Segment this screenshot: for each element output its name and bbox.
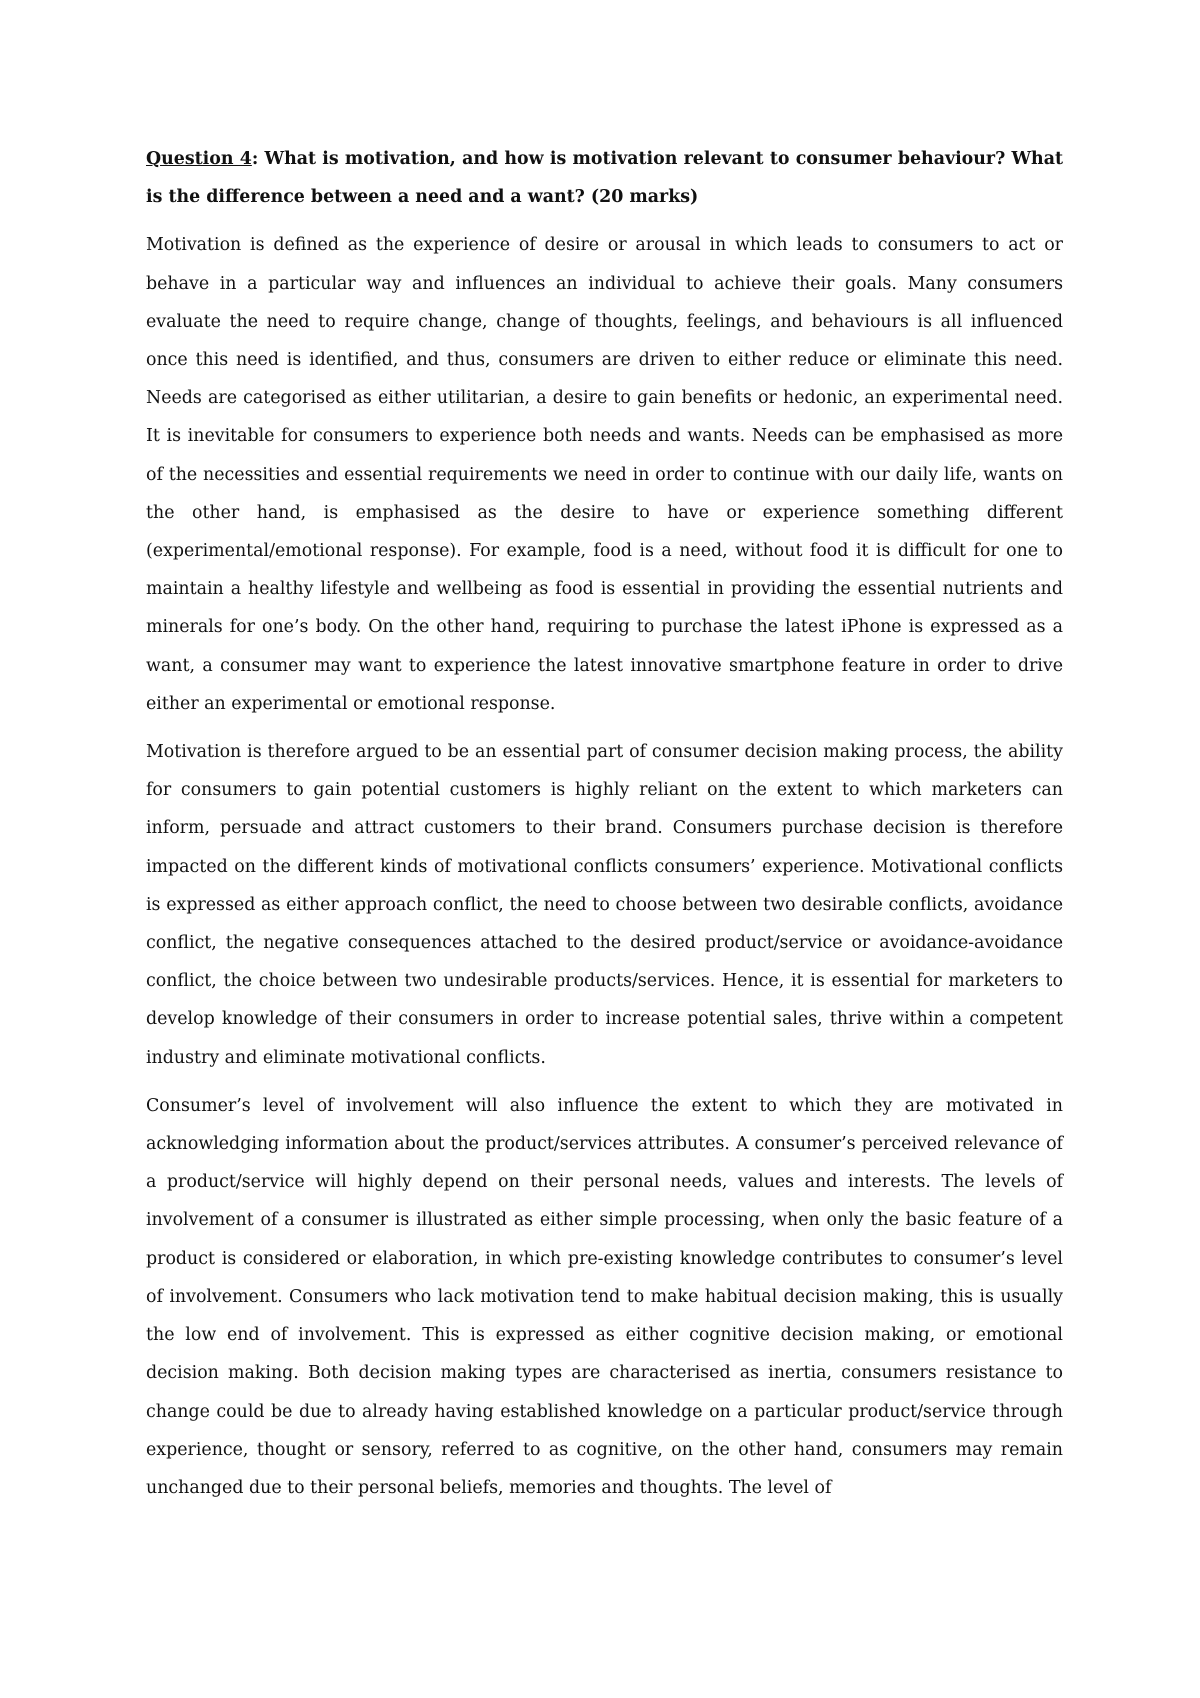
question-heading (146, 140, 1063, 216)
question-label: Question 4 (146, 149, 252, 169)
paragraph-motivational-conflicts: Motivation is therefore argued to be an essential part of consumer decision making process, the ability for consumers to gain potential customers is highly reliant on the extent to which marketers can inform, persuade and attract customers to their brand. Consumers purchase decision is therefore impacted on the different kinds of motivational conflicts consumers’ experience. Motivational conflicts is expressed as either approach conflict, the need to choose between two desirable conflicts, avoidance conflict, the negative consequences attached to the desired product/service or avoidance-avoidance conflict, the choice between two undesirable products/services. Hence, it is essential for marketers to develop knowledge of their consumers in order to increase potential sales, thrive within a competent industry and eliminate motivational conflicts. (146, 742, 1063, 1068)
question-text: What is motivation, and how is motivation relevant to consumer behaviour? What is the difference between a need and a want? (20 marks) (146, 149, 1063, 208)
document-body (146, 140, 1063, 1517)
paragraph-involvement: Consumer’s level of involvement will also influence the extent to which they are motivated in acknowledging information about the product/services attributes. A consumer’s perceived relevance of a product/service will highly depend on their personal needs, values and interests. The levels of involvement of a consumer is illustrated as either simple processing, when only the basic feature of a product is considered or elaboration, in which pre-existing knowledge contributes to consumer’s level of involvement. Consumers who lack motivation tend to make habitual decision making, this is usually the low end of involvement. This is expressed as either cognitive decision making, or emotional decision making. Both decision making types are characterised as inertia, consumers resistance to change could be due to already having established knowledge on a particular product/service through experience, thought or sensory, referred to as cognitive, on the other hand, consumers may remain unchanged due to their personal beliefs, memories and thoughts. The level of (146, 1095, 1063, 1498)
paragraph-motivation-definition: Motivation is defined as the experience of desire or arousal in which leads to consumers to act or behave in a particular way and influences an individual to achieve their goals. Many consumers evaluate the need to require change, change of thoughts, feelings, and behaviours is all influenced once this need is identified, and thus, consumers are driven to either reduce or eliminate this need. Needs are categorised as either utilitarian, a desire to gain benefits or hedonic, an experimental need. It is inevitable for consumers to experience both needs and wants. Needs can be emphasised as more of the necessities and essential requirements we need in order to continue with our daily life, wants on the other hand, is emphasised as the desire to have or experience something different (experimental/emotional response). For example, food is a need, without food it is difficult for one to maintain a healthy lifestyle and wellbeing as food is essential in providing the essential nutrients and minerals for one’s body. On the other hand, requiring to purchase the latest iPhone is expressed as a want, a consumer may want to experience the latest innovative smartphone feature in order to drive either an experimental or emotional response. (146, 235, 1063, 714)
question-colon: : (251, 149, 259, 169)
